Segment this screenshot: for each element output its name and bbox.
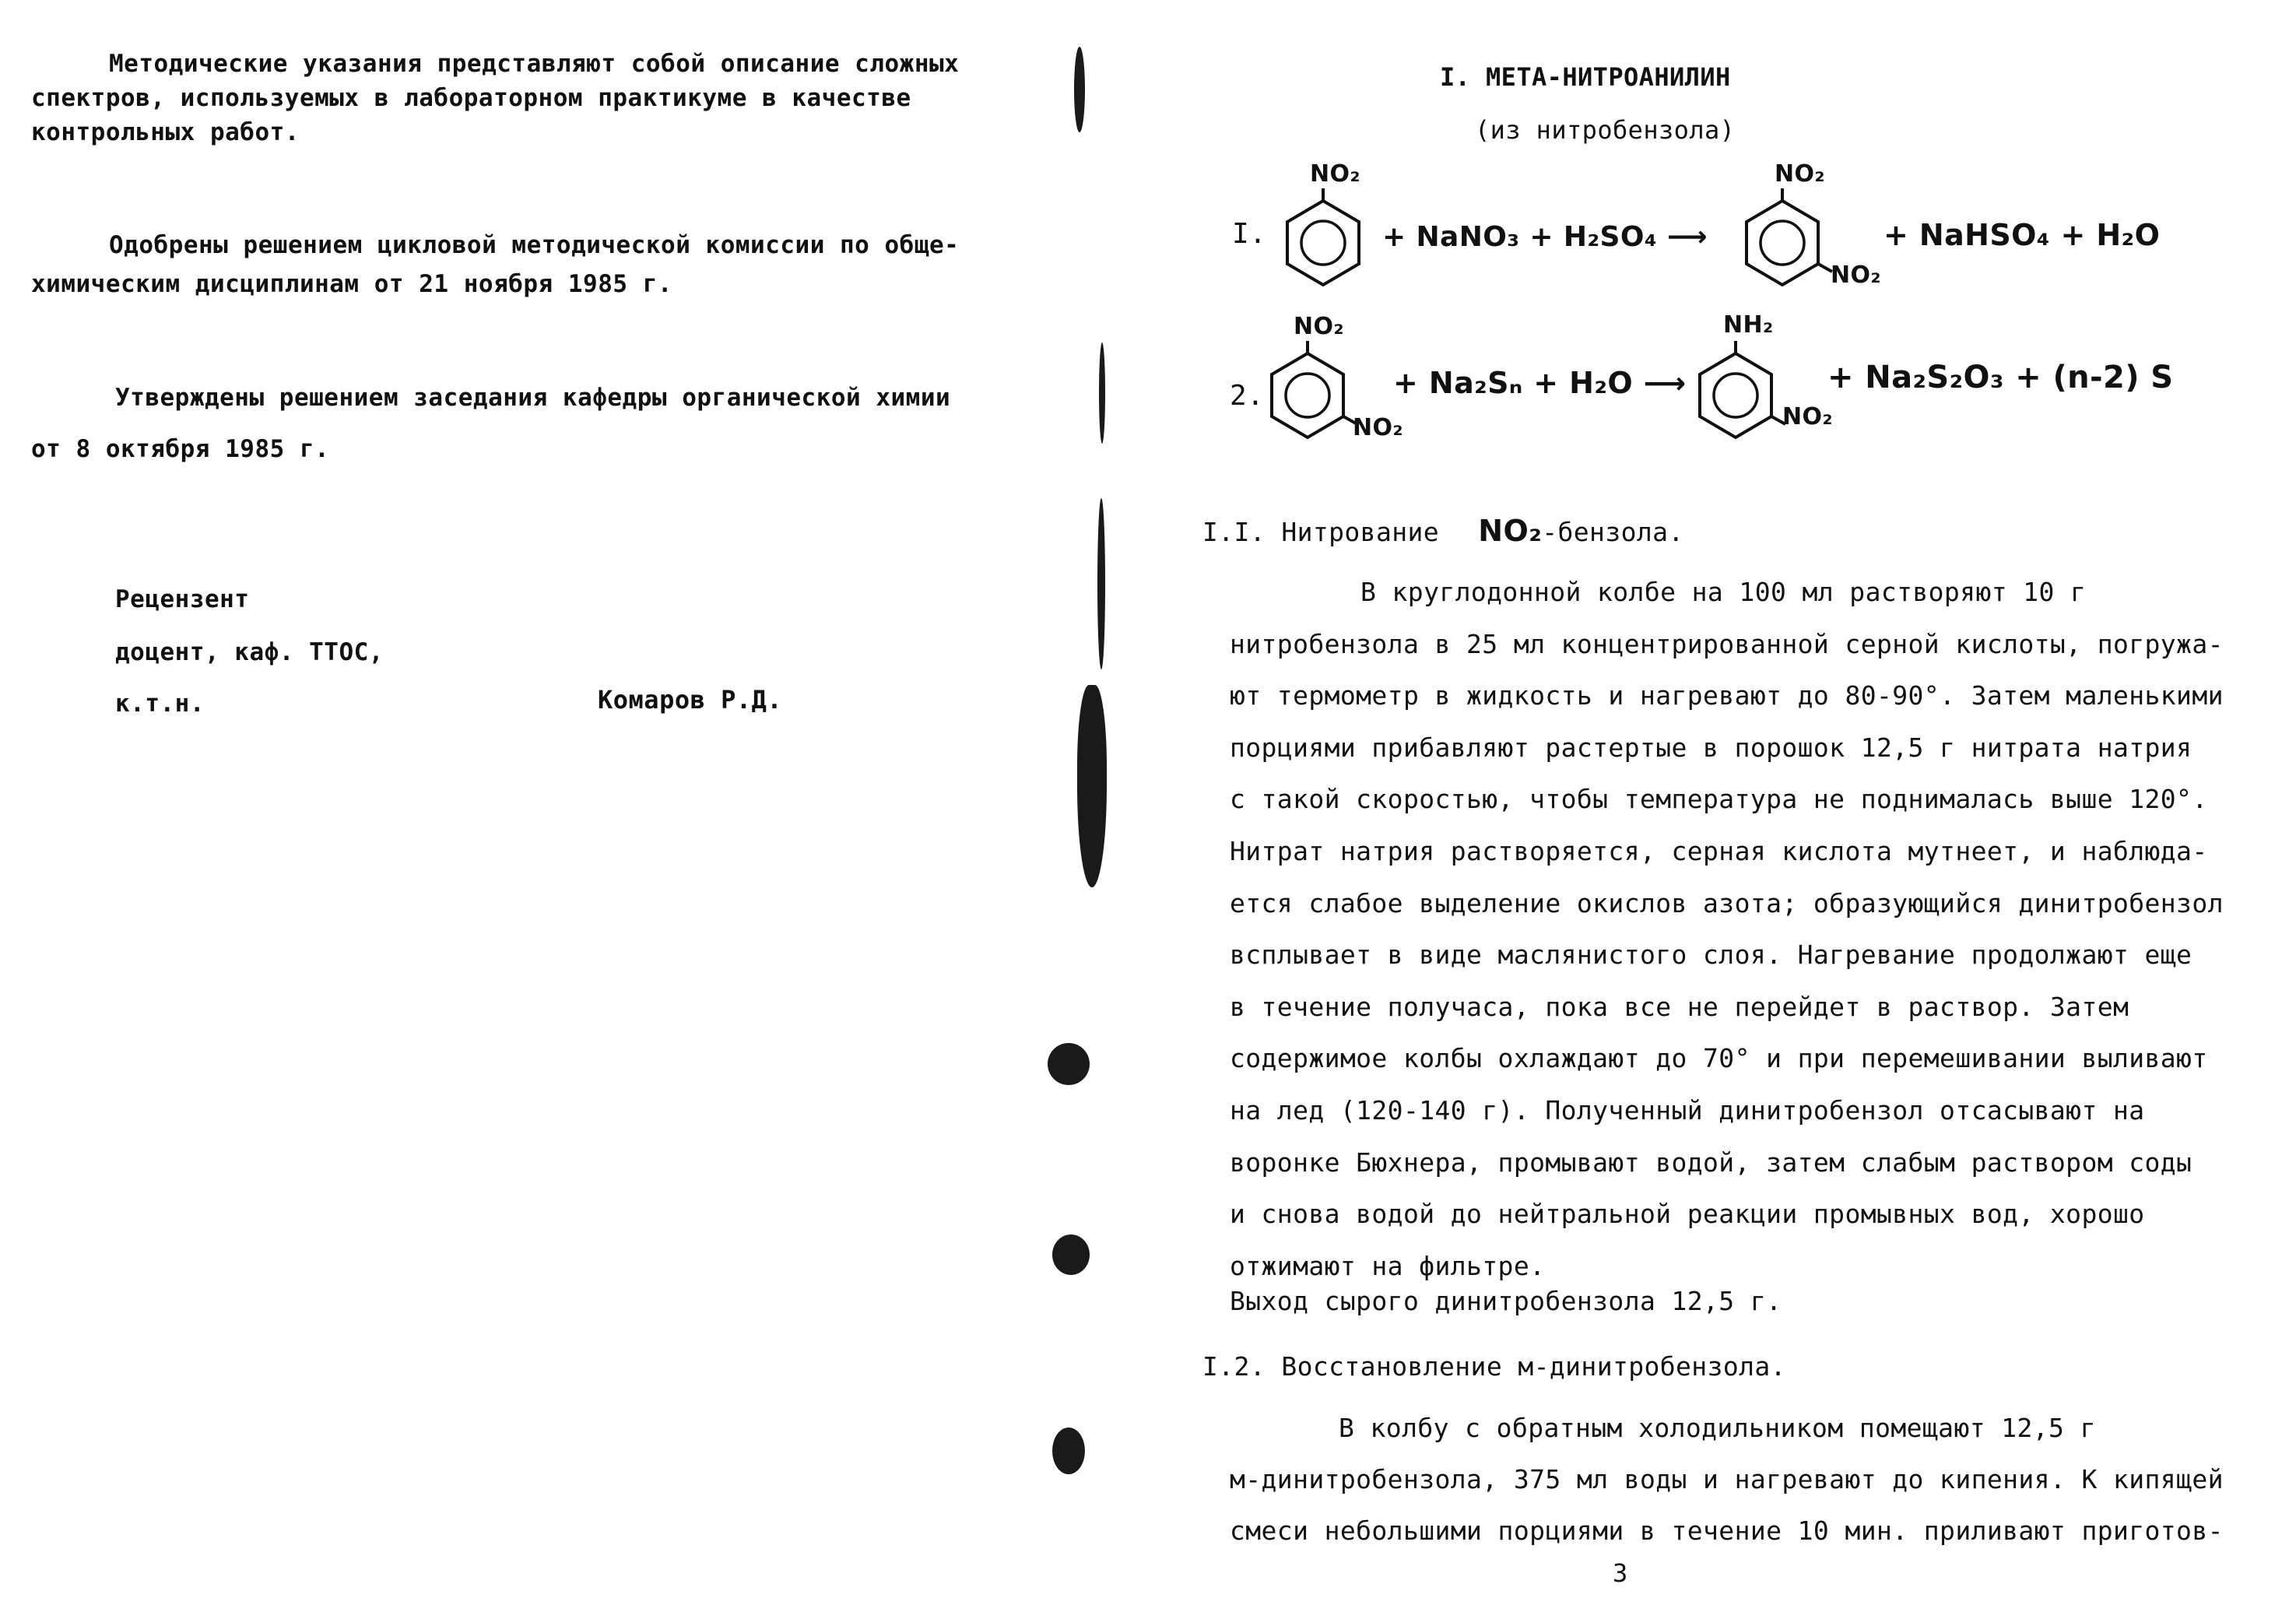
text-line: Утверждены решением заседания кафедры органической химии (115, 384, 951, 412)
text-line: Методические указания представляют собой описание сложных (109, 50, 960, 78)
text-line: содержимое колбы охлаждают до 70° и при перемешивании выливают (1230, 1043, 2208, 1074)
text-line: смеси небольшими порциями в течение 10 мин. приливают приготов- (1230, 1515, 2224, 1546)
section-1-1-body (1230, 567, 2224, 1292)
text-line: химическим дисциплинам от 21 ноября 1985 г. (31, 270, 673, 298)
substituent-label: NO₂ (1831, 262, 1881, 289)
benzene-ring-icon (1736, 185, 1845, 286)
text-line: В колбу с обратным холодильником помещают 12,5 г (1339, 1413, 2096, 1443)
text-line: на лед (120-140 г). Полученный динитробензол отсасывают на (1230, 1094, 2145, 1126)
substituent-label: NO₂ (1775, 160, 1825, 188)
text-line: воронке Бюхнера, промывают водой, затем слабым раствором соды (1230, 1147, 2192, 1178)
reaction-byproducts: + Na₂S₂O₃ + (n-2) S (1827, 360, 2174, 395)
reviewer-label: Рецензент (115, 585, 250, 613)
scan-smudge (1052, 1234, 1090, 1275)
benzene-ring-icon (1689, 338, 1798, 439)
reaction-reagents: + Na₂Sₙ + H₂O ⟶ (1393, 366, 1687, 400)
page-number: 3 (1613, 1558, 1628, 1588)
benzene-ring-icon (1276, 185, 1370, 286)
reaction-reagents: + NaNO₃ + H₂SO₄ ⟶ (1382, 221, 1708, 253)
section-heading-prefix: I.I. Нитрование (1202, 517, 1440, 547)
text-line: спектров, используемых в лабораторном практикуме в качестве (31, 84, 911, 112)
substituent-label: NH₂ (1723, 311, 1774, 339)
reaction-byproducts: + NaHSO₄ + H₂O (1883, 218, 2161, 252)
reviewer-degree: к.т.н. (115, 690, 205, 718)
scan-smudge (1099, 342, 1105, 444)
text-line: отжимают на фильтре. (1230, 1250, 1546, 1281)
text-line: Одобрены решением цикловой методической комиссии по обще- (109, 231, 960, 259)
text-line: и снова водой до нейтральной реакции промывных вод, хорошо (1230, 1199, 2145, 1230)
text-line: м-динитробензола, 375 мл воды и нагревают до кипения. К кипящей (1230, 1464, 2224, 1494)
scan-smudge (1077, 685, 1107, 887)
text-line: от 8 октября 1985 г. (31, 435, 330, 463)
section-heading (1202, 514, 1684, 548)
scan-smudge (1074, 47, 1085, 132)
section-heading-formula: NO₂ (1478, 514, 1543, 548)
reaction-number: I. (1232, 218, 1267, 250)
left-paragraph-2 (31, 226, 959, 304)
left-paragraph-3 (31, 372, 950, 475)
text-line: В круглодонной колбе на 100 мл растворяют 10 г (1360, 577, 2087, 607)
text-line: ется слабое выделение окислов азота; образующийся динитробензол (1230, 887, 2224, 918)
reaction-number: 2. (1230, 380, 1265, 412)
left-paragraph-1 (31, 47, 959, 149)
text-line: с такой скоростью, чтобы температура не поднималась выше 120°. (1230, 784, 2208, 815)
page-subtitle: (из нитробензола) (1475, 115, 1736, 145)
text-line: всплывает в виде маслянистого слоя. Нагревание продолжают еще (1230, 939, 2192, 971)
substituent-label: NO₂ (1294, 313, 1344, 340)
scan-smudge (1048, 1043, 1090, 1085)
substituent-label: NO₂ (1310, 160, 1360, 188)
section-heading-suffix: -бензола. (1542, 517, 1684, 547)
yield-line: Выход сырого динитробензола 12,5 г. (1230, 1286, 1782, 1316)
page-title: I. МЕТА-НИТРОАНИЛИН (1440, 62, 1731, 92)
reviewer-position: доцент, каф. ТТОС, (115, 638, 384, 666)
text-line: контрольных работ. (31, 118, 300, 146)
section-1-2-body (1230, 1403, 2224, 1557)
section-heading: I.2. Восстановление м-динитробензола. (1202, 1351, 1786, 1382)
text-line: порциями прибавляют растертые в порошок 12,5 г нитрата натрия (1230, 732, 2192, 763)
text-line: ют термометр в жидкость и нагревают до 80-90°. Затем маленькими (1230, 680, 2224, 711)
text-line: нитробензола в 25 мл концентрированной серной кислоты, погружа- (1230, 628, 2224, 659)
scan-smudge (1052, 1428, 1085, 1474)
substituent-label: NO₂ (1353, 414, 1403, 441)
text-line: в течение получаса, пока все не перейдет в раствор. Затем (1230, 991, 2129, 1022)
scan-smudge (1097, 498, 1105, 669)
reviewer-name: Комаров Р.Д. (598, 685, 783, 715)
substituent-label: NO₂ (1782, 403, 1833, 430)
text-line: Нитрат натрия растворяется, серная кислота мутнеет, и наблюда- (1230, 835, 2208, 866)
